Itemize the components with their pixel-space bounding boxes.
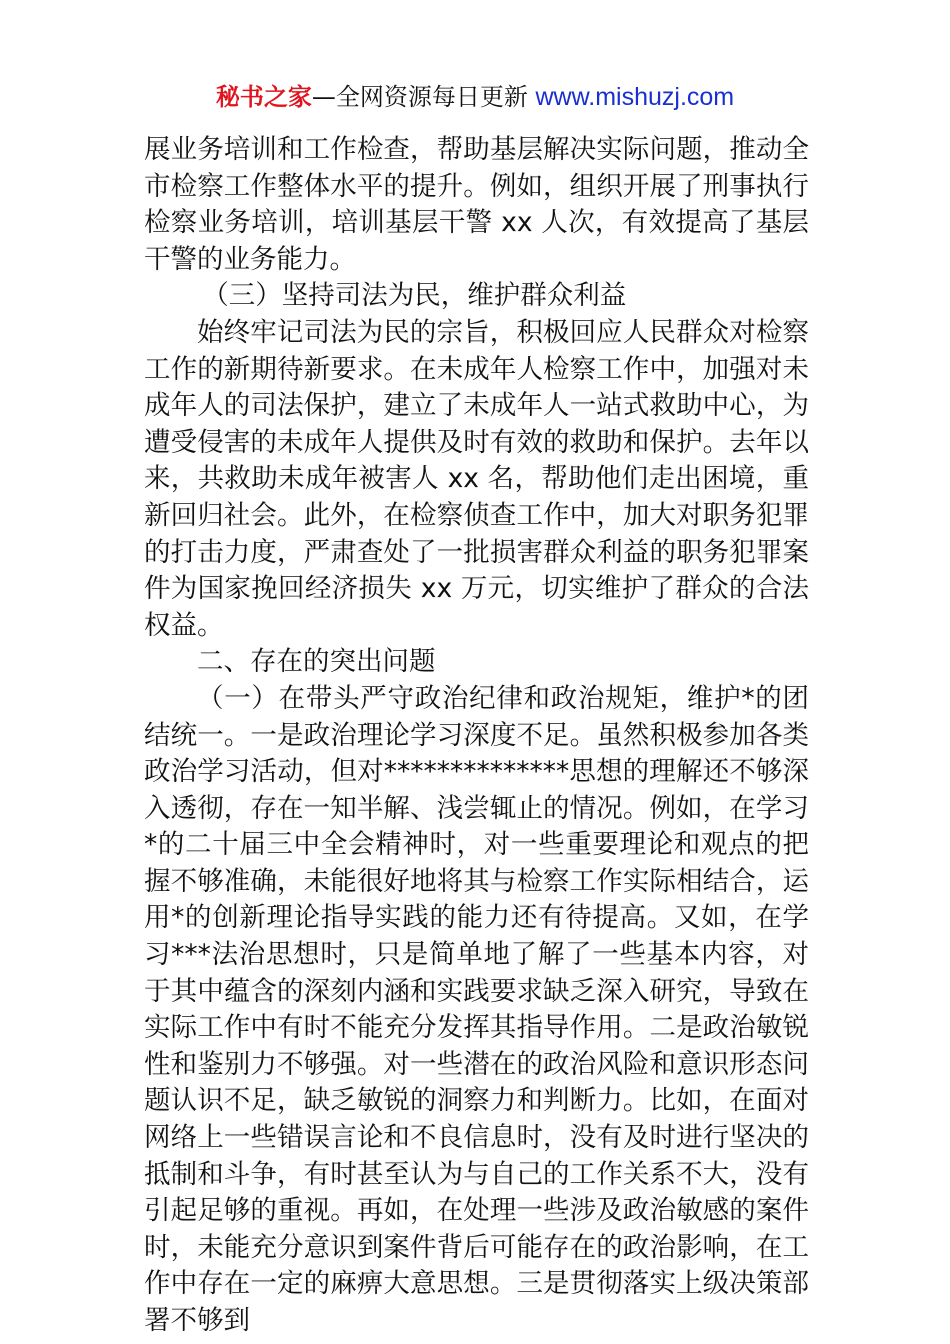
site-url-link[interactable]: www.mishuzj.com xyxy=(535,83,735,111)
header-tagline: —全网资源每日更新 xyxy=(311,83,528,111)
brand-name: 秘书之家 xyxy=(215,83,312,111)
document-body xyxy=(144,132,809,1340)
page-header xyxy=(0,80,950,114)
section-heading-problems: 二、存在的突出问题 xyxy=(197,646,436,678)
paragraph-continuation: 展业务培训和工作检查，帮助基层解决实际问题，推动全市检察工作整体水平的提升。例如，组织开展了刑事执行检察业务培训，培训基层干警 xx 人次，有效提高了基层干警的业务能力。 xyxy=(144,134,809,275)
paragraph-justice-for-people: 始终牢记司法为民的宗旨，积极回应人民群众对检察工作的新期待新要求。在未成年人检察工作中，加强对未成年人的司法保护，建立了未成年人一站式救助中心，为遭受侵害的未成年人提供及时有效的救助和保护。去年以来，共救助未成年被害人 xx 名，帮助他们走出困境，重新回归社会。此外，在检察侦查工作中，加大对职务犯罪的打击力度，严肃查处了一批损害群众利益的职务犯罪案件为国家挽回经济损失 xx 万元，切实维护了群众的合法权益。 xyxy=(144,316,809,641)
section-heading-3: （三）坚持司法为民，维护群众利益 xyxy=(202,280,627,312)
paragraph-political-discipline: （一）在带头严守政治纪律和政治规矩，维护*的团结统一。一是政治理论学习深度不足。虽然积极参加各类政治学习活动，但对**************思想的理解还不够深入透彻，存在一知半解、浅尝辄止的情况。例如，在学习*的二十届三中全会精神时，对一些重要理论和观点的把握不够准确，未能很好地将其与检察工作实际相结合，运用*的创新理论指导实践的能力还有待提高。又如，在学习***法治思想时，只是简单地了解了一些基本内容，对于其中蕴含的深刻内涵和实践要求缺乏深入研究，导致在实际工作中有时不能充分发挥其指导作用。二是政治敏锐性和鉴别力不够强。对一些潜在的政治风险和意识形态问题认识不足，缺乏敏锐的洞察力和判断力。比如，在面对网络上一些错误言论和不良信息时，没有及时进行坚决的抵制和斗争，有时甚至认为与自己的工作关系不大，没有引起足够的重视。再如，在处理一些涉及政治敏感的案件时，未能充分意识到案件背后可能存在的政治影响，在工作中存在一定的麻痹大意思想。三是贯彻落实上级决策部署不够到 xyxy=(144,682,809,1336)
